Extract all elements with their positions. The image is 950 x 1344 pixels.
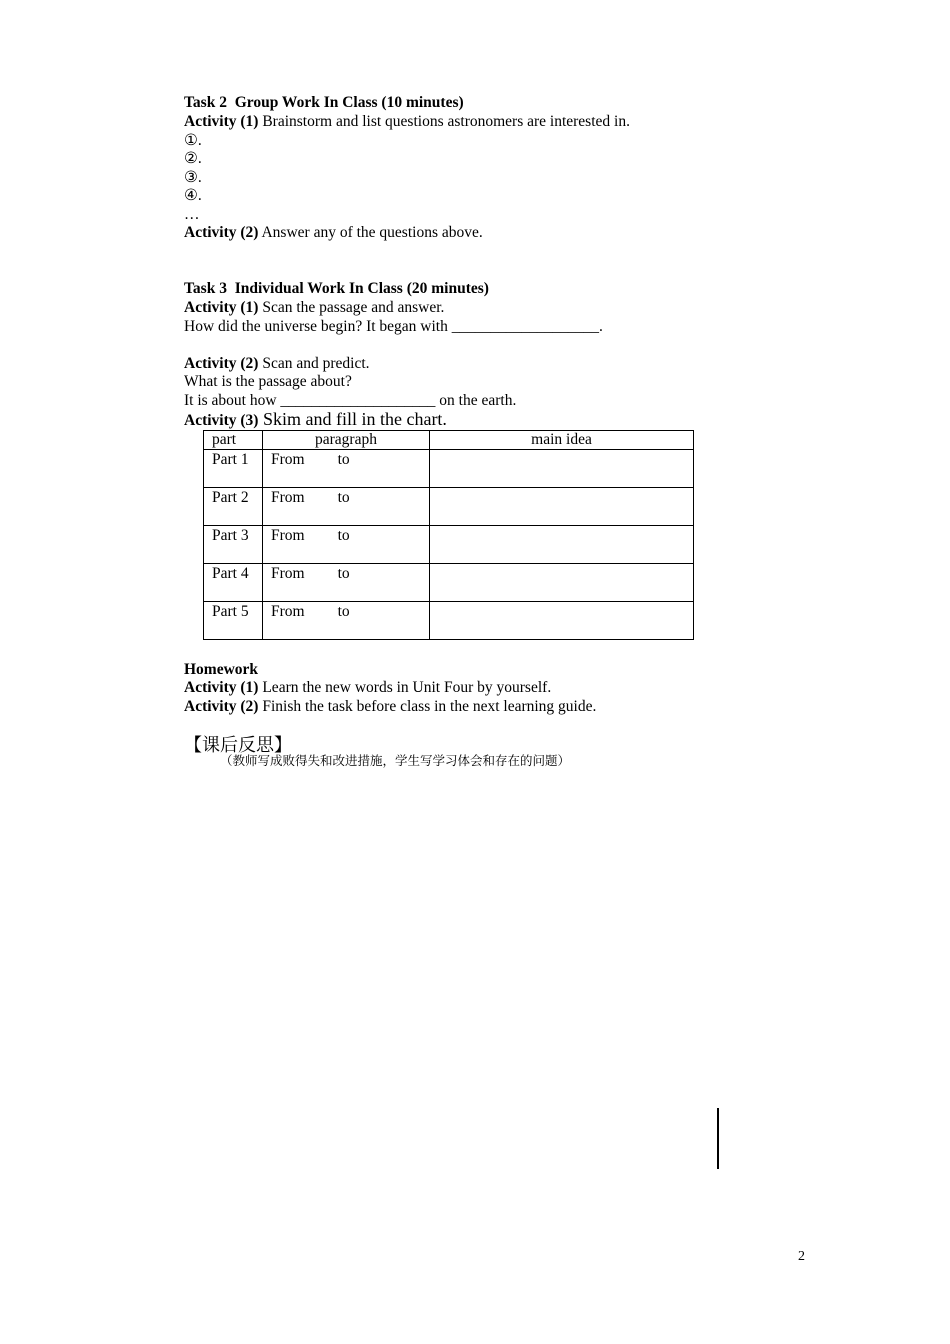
task2-activity1 — [184, 112, 630, 131]
list-item: ①. — [184, 132, 202, 149]
task3-activity2 — [184, 354, 370, 373]
paragraph-cell[interactable] — [263, 526, 430, 564]
list-item: ②. — [184, 150, 202, 167]
task2-activity2 — [184, 223, 483, 242]
from-label: From — [271, 451, 305, 468]
homework-activity1 — [184, 678, 551, 697]
table-row — [204, 488, 694, 526]
table-header-row — [204, 431, 694, 450]
main-idea-cell[interactable] — [430, 488, 694, 526]
homework-heading: Homework — [184, 661, 259, 678]
task2-heading: Task 2 Group Work In Class (10 minutes) — [184, 94, 464, 111]
main-idea-cell[interactable] — [430, 526, 694, 564]
part-cell: Part 5 — [204, 602, 263, 640]
main-idea-cell[interactable] — [430, 602, 694, 640]
homework-activity2 — [184, 697, 596, 716]
table-row — [204, 450, 694, 488]
activity-text: Scan and predict. — [258, 355, 370, 372]
task3-answer2: It is about how ____________________ on the earth. — [184, 392, 517, 409]
part-cell: Part 1 — [204, 450, 263, 488]
activity-text: Learn the new words in Unit Four by yourself. — [258, 679, 552, 696]
reflection-note: （教师写成败得失和改进措施，学生写学习体会和存在的问题） — [220, 753, 571, 768]
to-label: to — [337, 527, 350, 544]
to-label: to — [337, 565, 350, 582]
activity-label: Activity (2) — [184, 224, 259, 241]
parts-chart-table — [203, 430, 694, 640]
activity-label: Activity (3) — [184, 412, 259, 429]
table-row — [204, 602, 694, 640]
to-label: to — [337, 451, 350, 468]
activity-text: Finish the task before class in the next learning guide. — [258, 698, 597, 715]
paragraph-cell[interactable] — [263, 450, 430, 488]
task3-question2: What is the passage about? — [184, 373, 352, 390]
part-cell: Part 2 — [204, 488, 263, 526]
activity-text: Answer any of the questions above. — [258, 224, 483, 241]
activity-label: Activity (2) — [184, 355, 259, 372]
table-row — [204, 526, 694, 564]
task3-activity3 — [184, 410, 447, 430]
activity-text: Skim and fill in the chart. — [258, 409, 447, 429]
to-label: to — [337, 489, 350, 506]
page-number: 2 — [798, 1249, 805, 1264]
activity-label: Activity (1) — [184, 679, 259, 696]
list-item: ③. — [184, 169, 202, 186]
task3-activity1 — [184, 298, 444, 317]
task3-question1: How did the universe begin? It began with ___________________. — [184, 318, 603, 335]
from-label: From — [271, 489, 305, 506]
vertical-divider — [717, 1108, 719, 1169]
column-header-paragraph: paragraph — [263, 431, 430, 450]
part-cell: Part 4 — [204, 564, 263, 602]
from-label: From — [271, 565, 305, 582]
list-item: … — [184, 206, 200, 223]
column-header-main-idea: main idea — [430, 431, 694, 450]
activity-label: Activity (1) — [184, 299, 259, 316]
list-item: ④. — [184, 187, 202, 204]
activity-text: Scan the passage and answer. — [258, 299, 445, 316]
activity-label: Activity (1) — [184, 113, 259, 130]
from-label: From — [271, 527, 305, 544]
activity-text: Brainstorm and list questions astronomers are interested in. — [258, 113, 630, 130]
reflection-title: 【课后反思】 — [184, 735, 292, 756]
part-cell: Part 3 — [204, 526, 263, 564]
from-label: From — [271, 603, 305, 620]
paragraph-cell[interactable] — [263, 564, 430, 602]
main-idea-cell[interactable] — [430, 450, 694, 488]
to-label: to — [337, 603, 350, 620]
paragraph-cell[interactable] — [263, 488, 430, 526]
activity-label: Activity (2) — [184, 698, 259, 715]
column-header-part: part — [204, 431, 263, 450]
task3-heading: Task 3 Individual Work In Class (20 minutes) — [184, 280, 489, 297]
paragraph-cell[interactable] — [263, 602, 430, 640]
table-row — [204, 564, 694, 602]
main-idea-cell[interactable] — [430, 564, 694, 602]
